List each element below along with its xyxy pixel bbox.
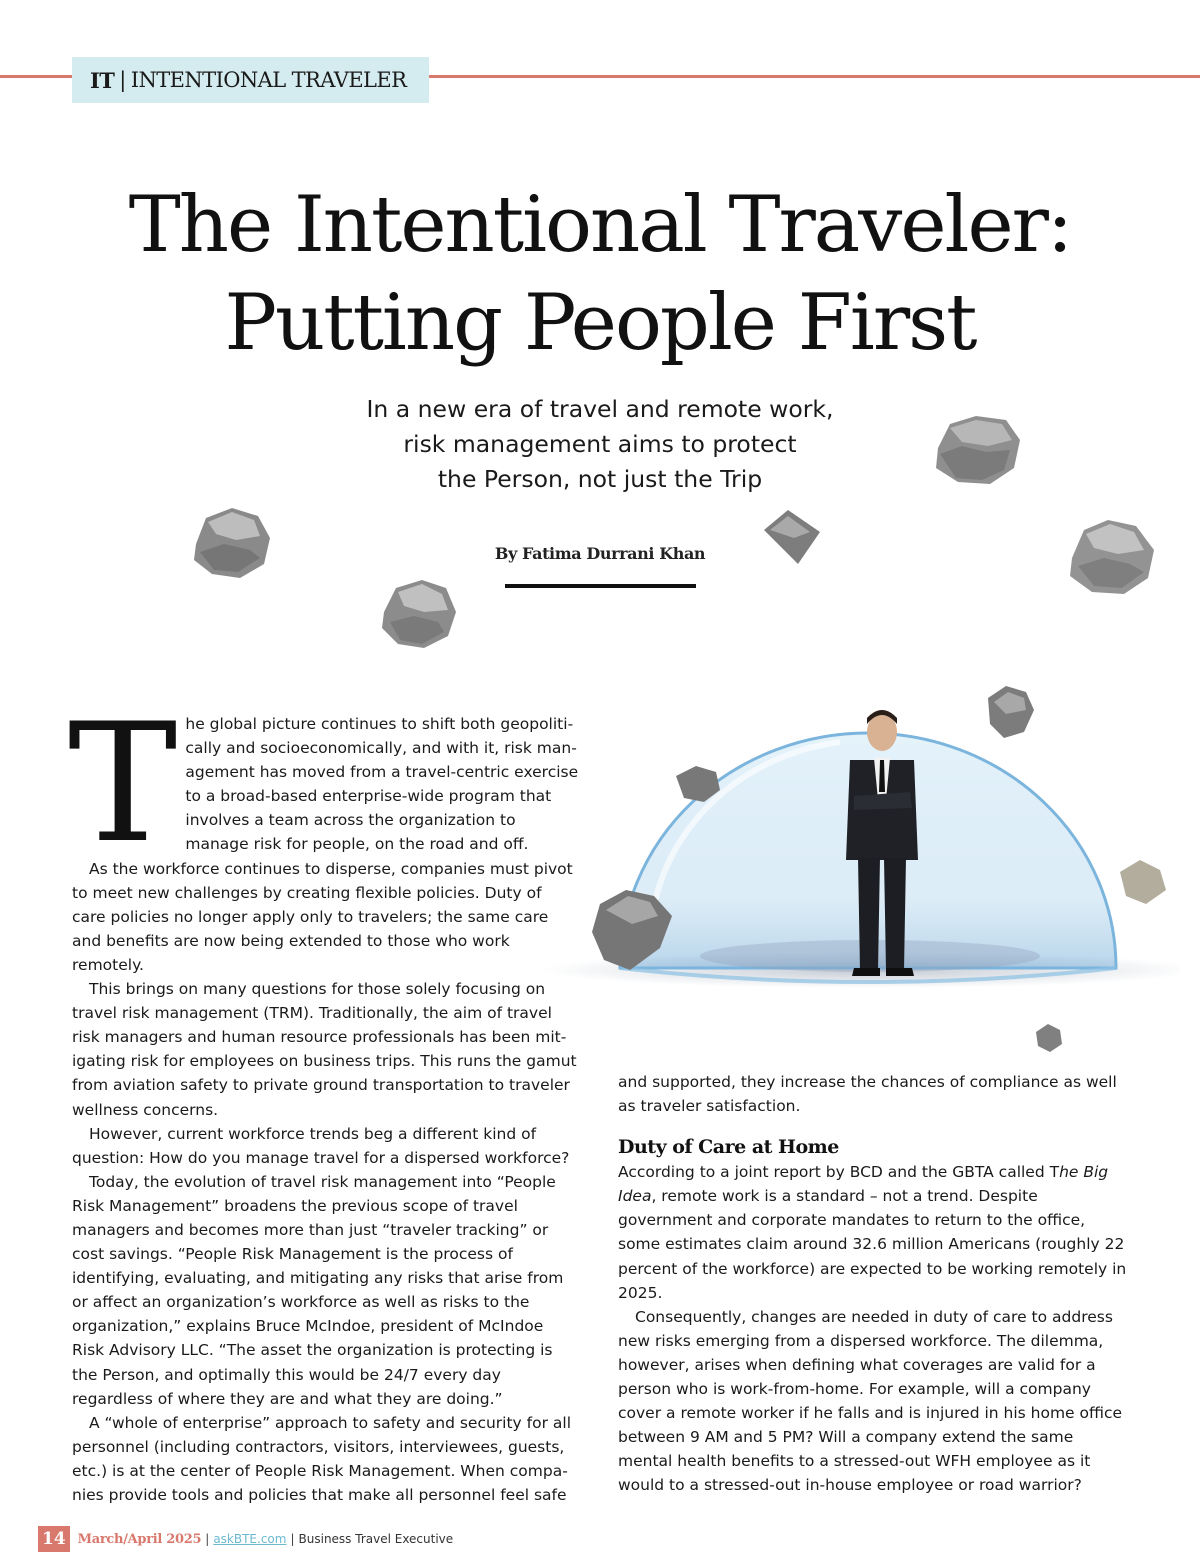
paragraph-5: Today, the evolution of travel risk management into “People Risk Management” broadens the previous scope of travel managers and becomes more than just “traveler tracking” or cost savings. “People Risk Management is the process of identifying, evaluating, and mitigating any risks that arise from or affect an organization’s workforce as well as risks to the organization,” explains Bruce McIndoe, president of McIndoe Risk Advisory LLC. “The asset the organization is protecting is the Person, and optimally this would be 24/7 every day regardless of where they are and what they are doing.” xyxy=(72,1172,564,1408)
page-number: 14 xyxy=(38,1526,70,1552)
magazine-name: Business Travel Executive xyxy=(298,1532,454,1546)
article-subtitle xyxy=(300,392,900,497)
rock-icon xyxy=(928,410,1024,490)
paragraph-4: However, current workforce trends beg a different kind of question: How do you manage travel for a dispersed workforce? xyxy=(72,1124,570,1167)
issue-date: March/April 2025 xyxy=(77,1531,202,1547)
paragraph-8-end: , remote work is a standard – not a trend. Despite government and corporate mandates to return to the office, some estimates claim around 32.6 million Americans (roughly 22 percent of the workforce) are expected to be working remotely in 2025. xyxy=(618,1187,1127,1302)
article-title xyxy=(0,176,1200,372)
section-separator: | xyxy=(119,68,126,92)
report-title: he Big Idea xyxy=(618,1163,1109,1206)
article-column-left xyxy=(68,688,580,1507)
paragraph-9: Consequently, changes are needed in duty of care to address new risks emerging from a dispersed workforce. The dilemma, however, arises when defining what coverages are valid for a person who is work-from-home. For example, will a company cover a remote worker if he falls and is injured in his home office between 9 AM and 5 PM? Will a company extend the same mental health benefits to a stressed-out WFH employee as it would to a stressed-out in-house employee or road warrior? xyxy=(618,1307,1123,1495)
site-link[interactable]: askBTE.com xyxy=(213,1532,287,1546)
paragraph-8-start: According to a joint report by BCD and the GBTA called T xyxy=(618,1163,1060,1182)
paragraph-1: he global picture continues to shift both geopolitically and socioeconomically, and with it, risk management has moved from a travel-centric exercise to a broad-based enterprise-wide program that involves a team across the organization to manage risk for people, on the road and off. xyxy=(185,715,579,854)
rock-icon xyxy=(760,506,824,568)
rock-icon xyxy=(378,576,460,652)
section-name: INTENTIONAL TRAVELER xyxy=(130,68,407,92)
rock-icon xyxy=(1064,514,1158,598)
footer-separator: | xyxy=(290,1532,295,1546)
byline-rule xyxy=(505,584,696,588)
paragraph-8 xyxy=(618,1160,1130,1305)
rock-icon xyxy=(190,504,274,582)
section-abbr: IT xyxy=(90,67,115,93)
footer-separator: | xyxy=(205,1532,210,1546)
paragraph-6: A “whole of enterprise” approach to safety and security for all personnel (including contractors, visitors, interviewees, guests, etc.) is at the center of People Risk Management. When companies provide tools and policies that make all personnel feel safe xyxy=(72,1413,572,1504)
subtitle-line-2: risk management aims to protect xyxy=(403,430,797,458)
paragraph-3: This brings on many questions for those solely focusing on travel risk management (TRM). Traditionally, the aim of travel risk managers and human resource professionals has been mitigating risk for employees on business trips. This runs the gamut from aviation safety to private ground transportation to traveler wellness concerns. xyxy=(72,980,577,1119)
title-line-2: Putting People First xyxy=(224,278,976,368)
subtitle-line-3: the Person, not just the Trip xyxy=(437,465,763,493)
subtitle-line-1: In a new era of travel and remote work, xyxy=(366,395,834,423)
byline: By Fatima Durrani Khan xyxy=(494,544,706,563)
drop-cap: T xyxy=(68,688,178,879)
article-column-right xyxy=(618,1070,1130,1498)
section-subhead: Duty of Care at Home xyxy=(618,1136,839,1159)
dome-illustration xyxy=(540,680,1180,1070)
title-line-1: The Intentional Traveler: xyxy=(128,180,1072,270)
paragraph-7: and supported, they increase the chances of compliance as well as traveler satisfaction. xyxy=(618,1073,1117,1116)
paragraph-2: As the workforce continues to disperse, companies must pivot to meet new challenges by creating flexible policies. Duty of care policies no longer apply only to travelers; the same care and benefits are now being extended to those who work remotely. xyxy=(72,859,573,974)
section-tag xyxy=(72,57,429,103)
page-footer xyxy=(38,1526,453,1552)
